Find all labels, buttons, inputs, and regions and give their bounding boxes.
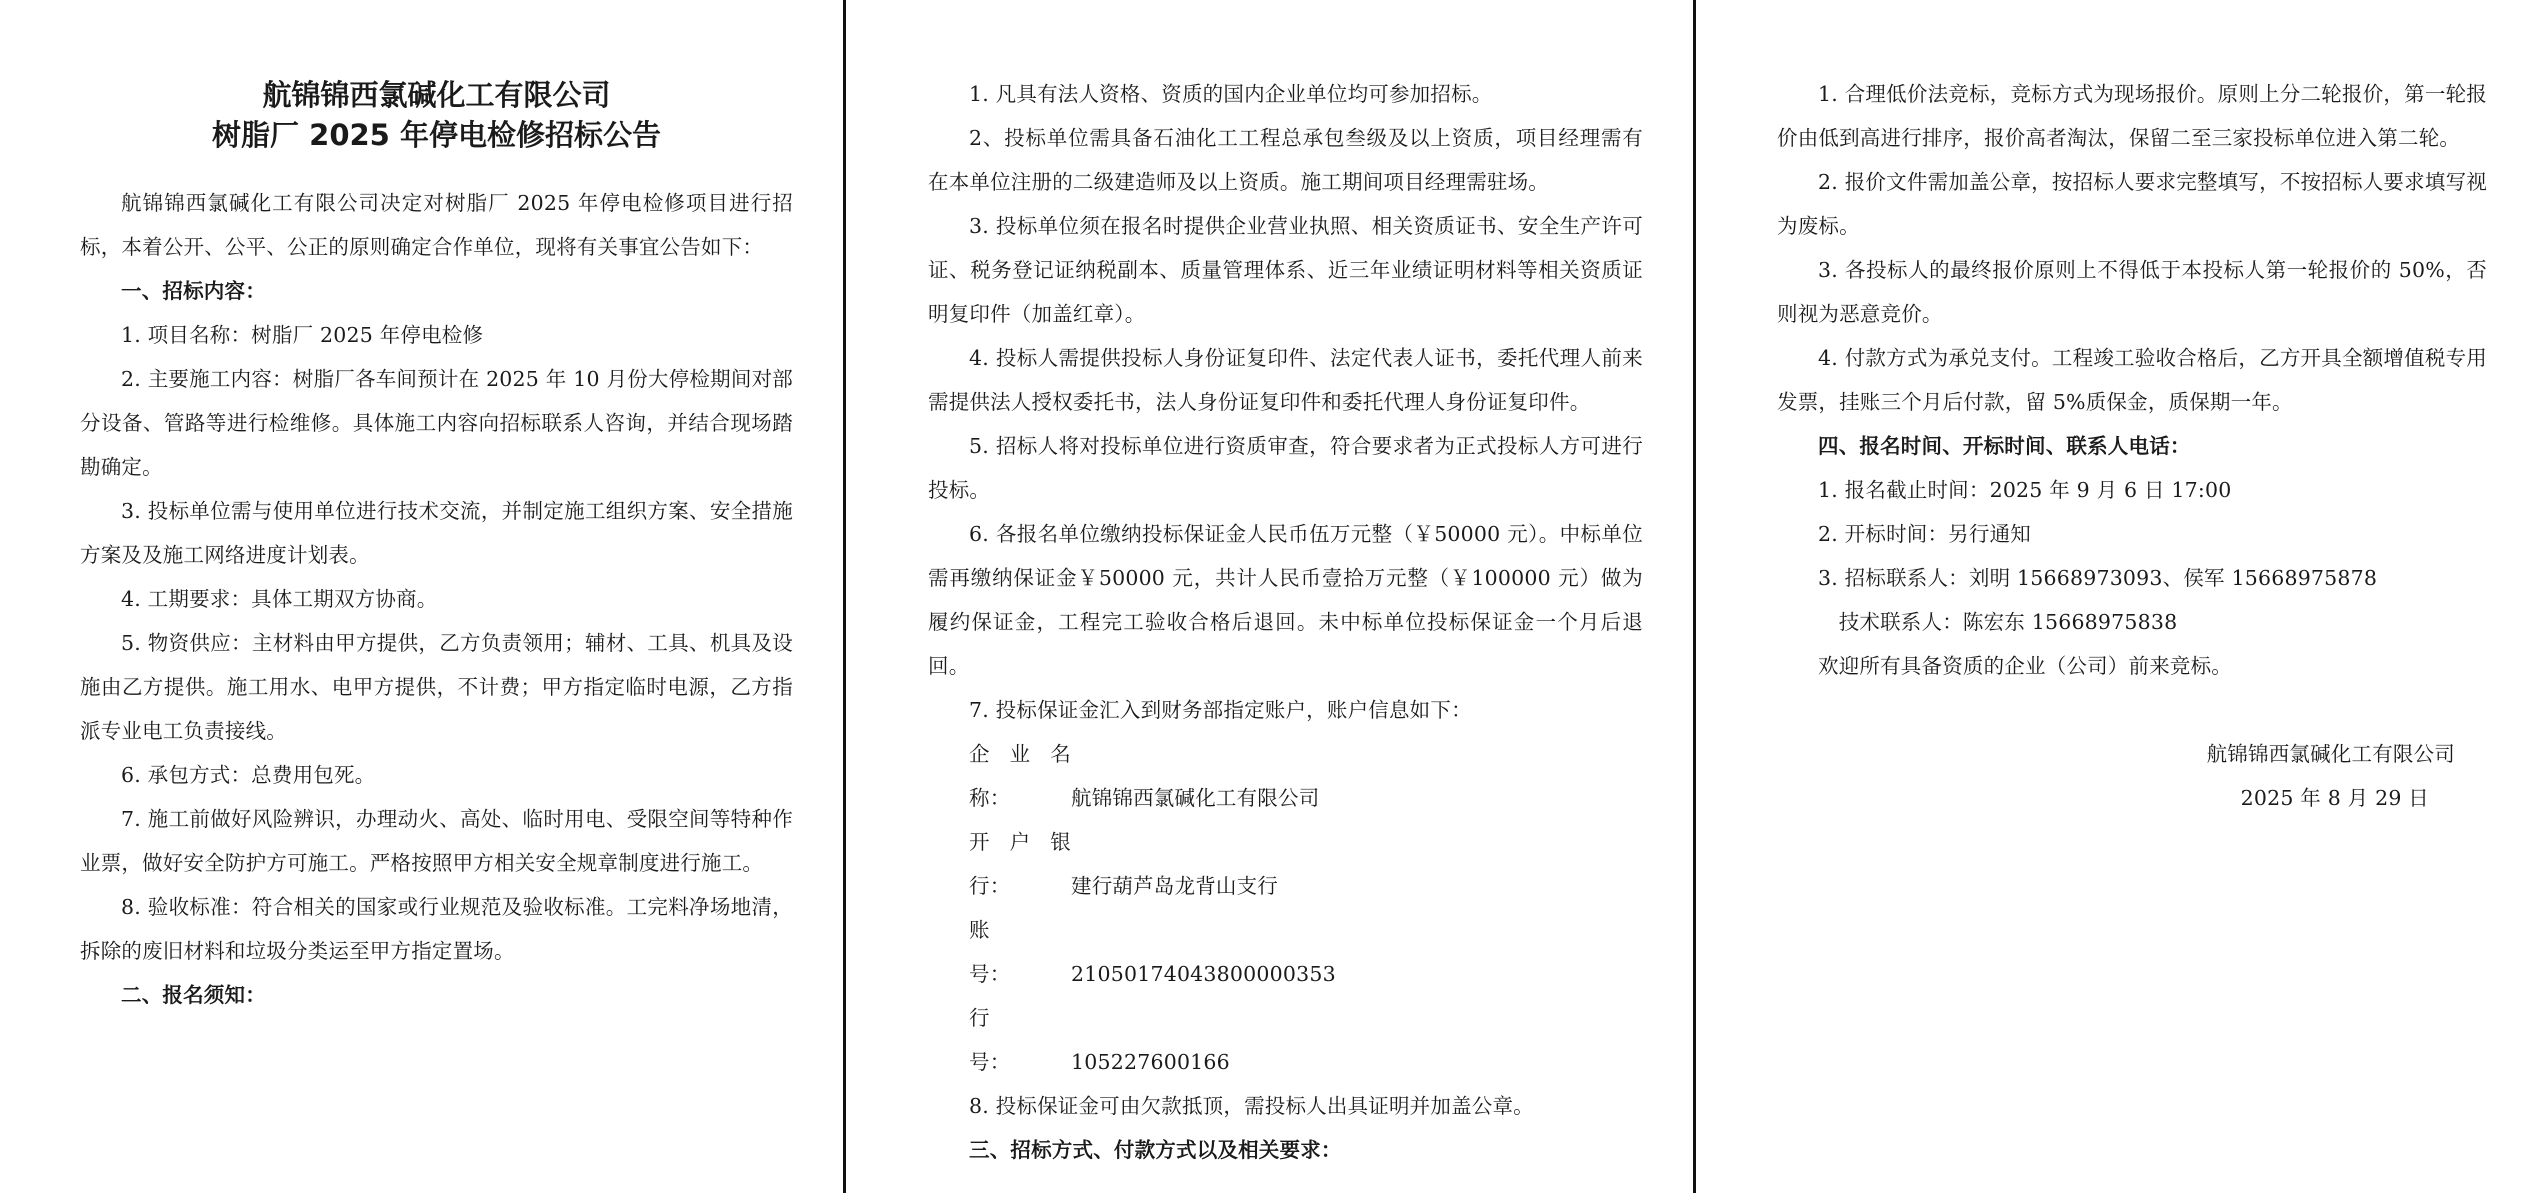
title-line-subject: 树脂厂 2025 年停电检修招标公告: [212, 118, 661, 152]
section3-item: 2. 报价文件需加盖公章，按招标人要求完整填写，不按招标人要求填写视为废标。: [1777, 170, 2487, 238]
page-divider-right: [1693, 0, 1696, 1193]
document-page-2: [848, 0, 1693, 1193]
section2-item: 7. 投标保证金汇入到财务部指定账户，账户信息如下：: [969, 698, 1472, 722]
section1-item: 7. 施工前做好风险辨识，办理动火、高处、临时用电、受限空间等特种作业票，做好安全防护方可施工。严格按照甲方相关安全规章制度进行施工。: [80, 807, 793, 875]
contact-line: 3. 招标联系人：刘明 15668973093、侯军 15668975878: [1818, 566, 2378, 590]
document-page-1: [0, 0, 843, 1193]
section2-item: 5. 招标人将对投标单位进行资质审查，符合要求者为正式投标人方可进行投标。: [928, 434, 1643, 502]
spacer: [1777, 688, 2487, 732]
section1-item: 6. 承包方式：总费用包死。: [121, 763, 376, 787]
section1-item: 5. 物资供应：主材料由甲方提供，乙方负责领用；辅材、工具、机具及设施由乙方提供。施工用水、电甲方提供，不计费；甲方指定临时电源，乙方指派专业电工负责接线。: [80, 631, 793, 743]
account-bank-code: [928, 996, 1643, 1084]
intro-paragraph: 航锦锦西氯碱化工有限公司决定对树脂厂 2025 年停电检修项目进行招标，本着公开、公平、公正的原则确定合作单位，现将有关事宜公告如下：: [80, 191, 793, 259]
signature-company: 航锦锦西氯碱化工有限公司: [2206, 742, 2455, 766]
contact-line: 1. 报名截止时间：2025 年 9 月 6 日 17:00: [1818, 478, 2232, 502]
contact-line: 技术联系人：陈宏东 15668975838: [1818, 610, 2178, 634]
section1-item: 1. 项目名称：树脂厂 2025 年停电检修: [121, 323, 484, 347]
section-heading-1: 一、招标内容：: [121, 279, 266, 303]
section-heading-3: 三、招标方式、付款方式以及相关要求：: [969, 1138, 1342, 1162]
account-number: [928, 908, 1643, 996]
section1-item: 3. 投标单位需与使用单位进行技术交流，并制定施工组织方案、安全措施方案及及施工网络进度计划表。: [80, 499, 793, 567]
section2-item: 6. 各报名单位缴纳投标保证金人民币伍万元整（￥50000 元）。中标单位需再缴纳保证金￥50000 元，共计人民币壹拾万元整（￥100000 元）做为履约保证金，工程完工验收合格后退回。未中标单位投标保证金一个月后退回。: [928, 522, 1643, 678]
title-line-company: 航锦锦西氯碱化工有限公司: [262, 78, 611, 112]
page-divider-left: [843, 0, 846, 1193]
contact-line: 2. 开标时间：另行通知: [1818, 522, 2031, 546]
account-number-value: 21050174043800000353: [1071, 962, 1336, 986]
account-bank: [928, 820, 1643, 908]
closing-line: 欢迎所有具备资质的企业（公司）前来竞标。: [1818, 654, 2232, 678]
document-page-3: [1697, 0, 2535, 1193]
section3-item: 1. 合理低价法竞标，竞标方式为现场报价。原则上分二轮报价，第一轮报价由低到高进行排序，报价高者淘汰，保留二至三家投标单位进入第二轮。: [1777, 82, 2487, 150]
account-company-value: 航锦锦西氯碱化工有限公司: [1071, 786, 1320, 810]
account-bank-value: 建行葫芦岛龙背山支行: [1071, 874, 1278, 898]
signature-date: 2025 年 8 月 29 日: [2240, 786, 2429, 810]
section-heading-2: 二、报名须知：: [121, 983, 266, 1007]
section2-item: 1. 凡具有法人资格、资质的国内企业单位均可参加招标。: [969, 82, 1493, 106]
account-company-label: 企业名称：: [969, 742, 1071, 810]
section1-item: 8. 验收标准：符合相关的国家或行业规范及验收标准。工完料净场地清，拆除的废旧材料和垃圾分类运至甲方指定置场。: [80, 895, 793, 963]
section2-item: 4. 投标人需提供投标人身份证复印件、法定代表人证书，委托代理人前来需提供法人授权委托书，法人身份证复印件和委托代理人身份证复印件。: [928, 346, 1643, 414]
account-bank-code-label: 行 号：: [969, 1006, 1032, 1074]
account-company: [928, 732, 1643, 820]
section1-item: 4. 工期要求：具体工期双方协商。: [121, 587, 438, 611]
section2-item: 2、投标单位需具备石油化工工程总承包叁级及以上资质，项目经理需有在本单位注册的二级建造师及以上资质。施工期间项目经理需驻场。: [928, 126, 1643, 194]
document-title: [80, 75, 793, 155]
section3-item: 4. 付款方式为承兑支付。工程竣工验收合格后，乙方开具全额增值税专用发票，挂账三个月后付款，留 5%质保金，质保期一年。: [1777, 346, 2487, 414]
account-bank-code-value: 105227600166: [1071, 1050, 1230, 1074]
section3-item: 3. 各投标人的最终报价原则上不得低于本投标人第一轮报价的 50%，否则视为恶意竞价。: [1777, 258, 2487, 326]
section2-item: 8. 投标保证金可由欠款抵顶，需投标人出具证明并加盖公章。: [969, 1094, 1534, 1118]
account-number-label: 账 号：: [969, 918, 1032, 986]
account-bank-label: 开户银行：: [969, 830, 1071, 898]
section1-item: 2. 主要施工内容：树脂厂各车间预计在 2025 年 10 月份大停检期间对部分设备、管路等进行检维修。具体施工内容向招标联系人咨询，并结合现场踏勘确定。: [80, 367, 793, 479]
section2-item: 3. 投标单位须在报名时提供企业营业执照、相关资质证书、安全生产许可证、税务登记证纳税副本、质量管理体系、近三年业绩证明材料等相关资质证明复印件（加盖红章）。: [928, 214, 1643, 326]
section-heading-4: 四、报名时间、开标时间、联系人电话：: [1818, 434, 2191, 458]
